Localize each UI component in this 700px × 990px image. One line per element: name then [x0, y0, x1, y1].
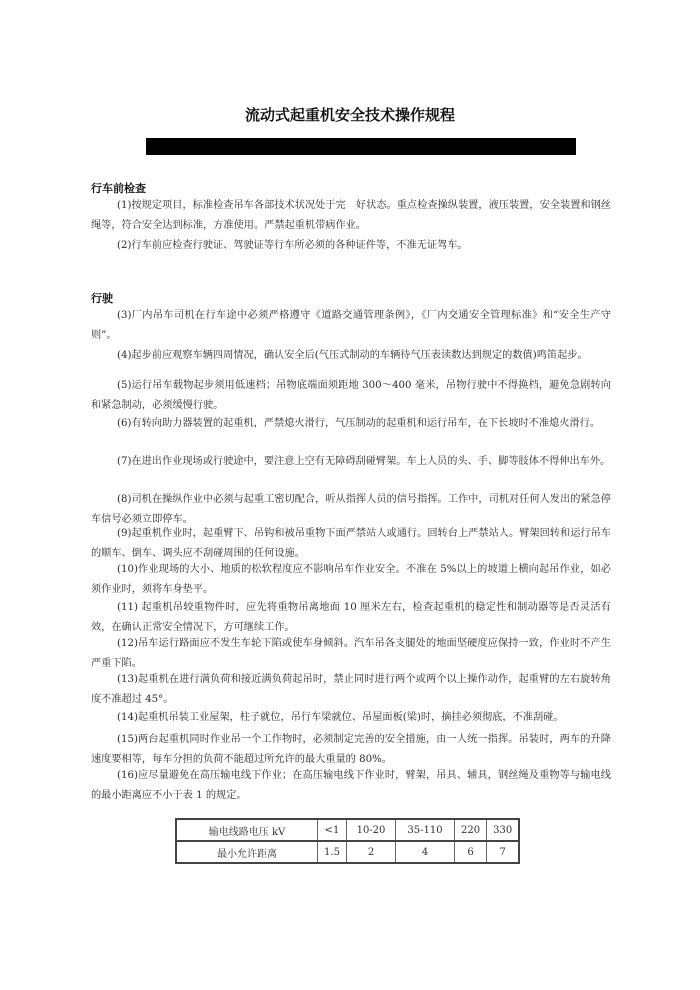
paragraph-16: (16)应尽量避免在高压输电线下作业；在高压输电线下作业时，臂架，吊具、辅具，钢丝绳及重物等与输电线的最小距离应不小于表 1 的规定。 [91, 770, 611, 801]
paragraph-3: (3)厂内吊车司机在行车途中必须严格遵守《道路交通管理条例》，《厂内交通安全管理标准》和“安全生产守则”。 [91, 310, 611, 341]
table-cell: 1.5 [318, 841, 347, 863]
table-cell: 35-110 [396, 819, 455, 841]
document-title: 流动式起重机安全技术操作规程 [244, 106, 455, 124]
paragraph-10: (10)作业现场的大小、地质的松软程度应不影响吊车作业安全。不准在 5%以上的坡道上横向起吊作业，如必须作业时，须将车身垫平。 [91, 564, 611, 595]
paragraph-2: (2)行车前应检查行驶证、驾驶证等行车所必须的各种证件等，不准无证驾车。 [117, 240, 468, 251]
paragraph-7: (7)在进出作业现场或行驶途中，要注意上空有无障碍刮碰臂架。车上人员的头、手、脚等肢体不得伸出车外。 [117, 456, 611, 467]
paragraph-15: (15)两台起重机同时作业吊一个工作物时，必须制定完善的安全措施，由一人统一指挥。吊装时，两车的升降速度要相等，每车分担的负荷不能超过所允许的最大重量的 80%。 [91, 734, 611, 765]
paragraph-6: (6)有转向助力器装置的起重机，严禁熄火滑行，气压制动的起重机和运行吊车，在下长坡时不准熄火滑行。 [117, 418, 601, 429]
paragraph-8: (8)司机在操纵作业中必须与起重工密切配合，听从指挥人员的信号指挥。工作中，司机对任何人发出的紧急停车信号必须立即停车。 [91, 494, 611, 525]
paragraph-5: (5)运行吊车载物起步须用低速档；吊物底端面须距地 300～400 毫米，吊物行驶中不得换档，避免急剧转向和紧急制动，必须缓慢行驶。 [91, 380, 611, 411]
paragraph-13: (13)起重机在进行满负荷和接近满负荷起吊时，禁止同时进行两个或两个以上操作动作，起重臂的左右旋转角度不准超过 45°。 [91, 674, 611, 705]
table-cell: 4 [396, 841, 455, 863]
paragraph-12: (12)吊车运行路面应不发生车轮下陷或使车身倾斜。汽车吊各支腿处的地面坚硬度应保持一致，作业时不产生严重下陷。 [91, 638, 611, 669]
table-cell: 330 [487, 819, 520, 841]
paragraph-9: (9)起重机作业时，起重臂下、吊钩和被吊重物下面严禁站人或通行。回转台上严禁站人。臂架回转和运行吊车的顺车、倒车、调头应不刮碰周围的任何设施。 [91, 528, 611, 559]
table-cell: 输电线路电压 kV [176, 819, 318, 841]
redaction-bar [146, 138, 576, 155]
section-heading-driving: 行驶 [91, 292, 113, 305]
table-cell: 最小允许距离 [176, 841, 318, 863]
table-cell: 6 [455, 841, 487, 863]
clearance-table [175, 818, 520, 864]
section-heading-pre-check: 行车前检查 [91, 182, 146, 195]
table-cell: 10-20 [347, 819, 396, 841]
table-cell: <1 [318, 819, 347, 841]
paragraph-11: (11) 起重机吊较重物件时，应先将重物吊离地面 10 厘米左右，检查起重机的稳定性和制动器等是否灵活有效，在确认正常安全情况下，方可继续工作。 [91, 602, 611, 633]
paragraph-14: (14)起重机吊装工业屋架，柱子就位，吊行车梁就位、吊屋面板(梁)时，摘挂必须彻底，不准刮碰。 [117, 712, 564, 723]
table-row [176, 841, 519, 863]
table-cell: 2 [347, 841, 396, 863]
paragraph-1: (1)按规定项目，标准检查吊车各部技术状况处于完 好状态。重点检查操纵装置，液压装置，安全装置和钢丝绳等，符合安全达到标准，方准使用。严禁起重机带病作业。 [91, 200, 611, 231]
table-cell: 220 [455, 819, 487, 841]
paragraph-4: (4)起步前应观察车辆四周情况，确认安全后(气压式制动的车辆待气压表读数达到规定的数值)鸣笛起步。 [117, 350, 588, 361]
table-cell: 7 [487, 841, 520, 863]
table-row [176, 819, 519, 841]
